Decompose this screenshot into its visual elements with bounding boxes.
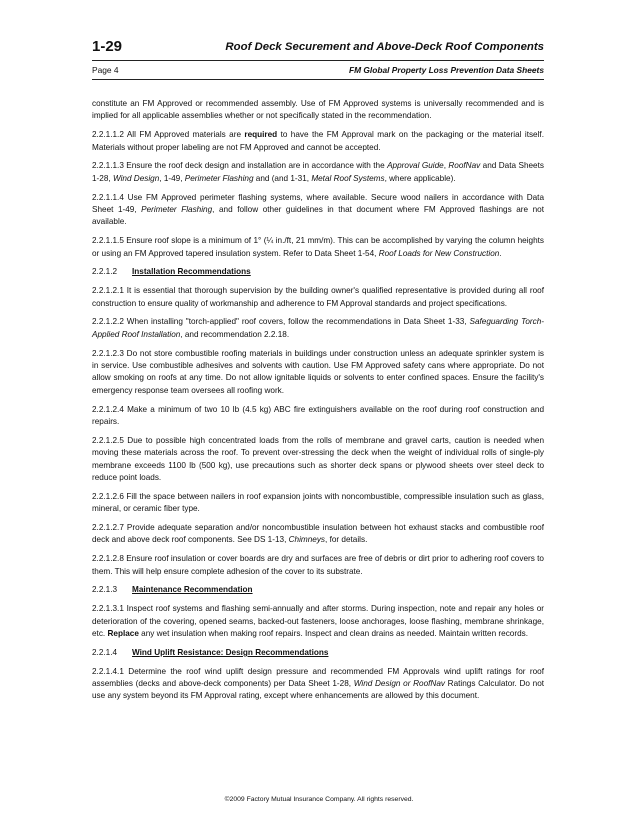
paragraph: constitute an FM Approved or recommended assembly. Use of FM Approved systems is universally recommended and is implied for all applicable assemblies whether or not specifically stated in the recommendation. [92,99,544,121]
paragraph-2-2-1-2-8: 2.2.1.2.8 Ensure roof insulation or cover boards are dry and surfaces are free of debris or dirt prior to adhering roof covers to them. This will help ensure complete adhesion of the cover to its substrate. [92,554,544,576]
body-text [92,98,544,709]
paragraph-2-2-1-4-1: 2.2.1.4.1 Determine the roof wind uplift design pressure and recommended FM Approvals wind uplift ratings for roof assemblies (decks and above-deck components) per Data Sheet 1-28, Wind Design or RoofNav Ratings Calculator. Do not use any system beyond its FM Approval rating, except where enhancements are allowed by this document. [92,666,545,701]
paragraph-2-2-1-2-5: 2.2.1.2.5 Due to possible high concentrated loads from the rolls of membrane and gravel carts, caution is needed when moving these materials across the roof. To prevent over-stressing the deck when the weight of individual rolls of single-ply membrane exceeds 1100 lb (500 kg), use precautions such as shorter deck spans or plywood sheets over steel deck to reduce point loads. [92,435,544,483]
paragraph-2-2-1-2-1: 2.2.1.2.1 It is essential that thorough supervision by the building owner's qualified representative is provided during all roof construction to ensure quality of workmanship and adherence to FM Approval standards and project specifications. [92,286,544,308]
paragraph-2-2-1-2-4: 2.2.1.2.4 Make a minimum of two 10 lb (4.5 kg) ABC fire extinguishers available on the roof during roof construction and repairs. [92,404,544,427]
paragraph-2-2-1-2-7: 2.2.1.2.7 Provide adequate separation and/or noncombustible insulation between hot exhaust stacks and combustible roof deck and above deck roof components. See DS 1-13, Chimneys, for details. [92,523,544,545]
paragraph-2-2-1-3-1: 2.2.1.3.1 Inspect roof systems and flashing semi-annually and after storms. During inspection, note and repair any holes or deterioration of the covering, opened seams, backed-out fasteners, loose anchorages, loose flashing, membrane shrinkage, etc. Replace any wet insulation when making roof repairs. Inspect and clean drains as needed. Maintain written records. [92,604,544,639]
section-heading-maintenance: 2.2.1.3 Maintenance Recommendation [92,585,253,595]
page-number: Page 4 [92,65,119,75]
paragraph-2-2-1-2-6: 2.2.1.2.6 Fill the space between nailers in roof expansion joints with noncombustible, compressible insulation such as glass, mineral, or ceramic fiber type. [92,491,544,514]
page-header [92,38,544,58]
data-sheet-number: 1-29 [92,38,123,55]
paragraph-2-2-1-1-3: 2.2.1.1.3 Ensure the roof deck design and installation are in accordance with the Approval Guide, RoofNav and Data Sheets 1-28, Wind Design, 1-49, Perimeter Flashing and (and 1-31, Metal Roof Systems, where applicable). [92,161,544,183]
header-rule-top [92,60,544,61]
paragraph-2-2-1-1-5: 2.2.1.1.5 Ensure roof slope is a minimum of 1° (¼ in./ft, 21 mm/m). This can be accomplished by varying the column heights or using an FM Approved tapered insulation system. Refer to Data Sheet 1-54, Roof Loads for New Construction. [92,236,544,258]
paragraph-2-2-1-2-2: 2.2.1.2.2 When installing "torch-applied" roof covers, follow the recommendations in Data Sheet 1-33, Safeguarding Torch-Applied Roof Installation, and recommendation 2.2.18. [92,317,544,339]
paragraph-2-2-1-1-2: 2.2.1.1.2 All FM Approved materials are required to have the FM Approval mark on the packaging or the material itself. Materials without proper labeling are not FM Approved and cannot be accepted. [92,130,544,152]
paragraph-2-2-1-2-3: 2.2.1.2.3 Do not store combustible roofing materials in buildings under construction unless an adequate sprinkler system is in service. Use combustible adhesives and solvents with caution. Use FM Approved safety cans where appropriate. Do not allow smoking on roofs at any time. Do not allow ignitable liquids or solvents to enter confined spaces. Ensure the facility's emergency response team oversees all roofing work. [92,348,544,395]
copyright-footer: ©2009 Factory Mutual Insurance Company. All rights reserved. [224,796,414,803]
page-subheader [92,65,544,79]
paragraph-2-2-1-1-4: 2.2.1.1.4 Use FM Approved perimeter flashing systems, where available. Secure wood nailers in accordance with Data Sheet 1-49, Perimeter Flashing, and follow other guidelines in that document where FM Approved flashings are not available. [92,192,544,227]
header-rule-bottom [92,79,544,80]
series-title: FM Global Property Loss Prevention Data Sheets [349,65,544,75]
section-heading-wind-uplift: 2.2.1.4 Wind Uplift Resistance: Design Recommendations [92,647,329,657]
data-sheet-title: Roof Deck Securement and Above-Deck Roof Components [225,41,544,53]
section-heading-installation: 2.2.1.2 Installation Recommendations [92,267,251,277]
